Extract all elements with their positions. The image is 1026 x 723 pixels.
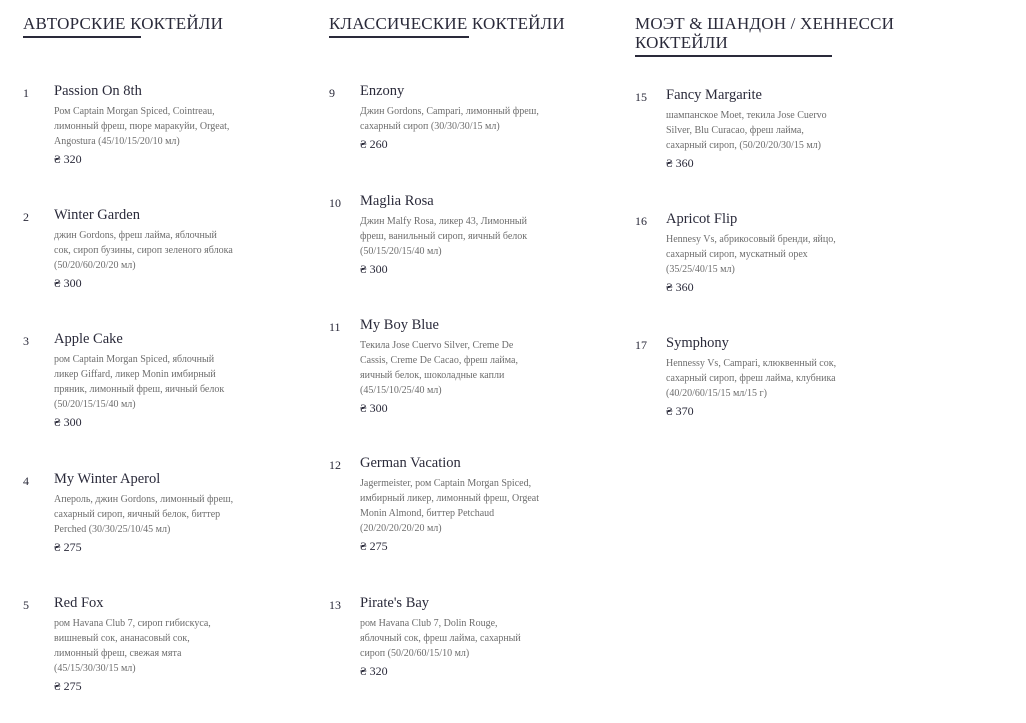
item-description: Текила Jose Cuervo Silver, Creme De Cassis, Creme De Cacao, фреш лайма, яичный белок, шоколадные капли (45/15/10/25/40 мл) (360, 340, 518, 396)
item-name: Fancy Margarite (666, 87, 762, 103)
item-number: 1 (23, 86, 29, 100)
item-price: ₴ 300 (54, 276, 82, 290)
item-name: Apricot Flip (666, 211, 738, 227)
item-number: 10 (329, 196, 341, 210)
item-description: Джин Gordons, Campari, лимонный фреш, сахарный сироп (30/30/30/15 мл) (360, 106, 539, 132)
item-description: Джин Malfy Rosa, ликер 43, Лимонный фреш, ванильный сироп, яичный белок (50/15/20/15/40 мл) (360, 216, 528, 257)
item-name: My Winter Aperol (54, 471, 161, 487)
item-description: ром Havana Club 7, сироп гибискуса, вишневый сок, ананасовый сок, лимонный фреш, свежая мята (45/15/30/30/15 мл) (54, 618, 211, 674)
item-name: Enzony (360, 83, 405, 99)
item-name: Winter Garden (54, 207, 140, 223)
item-name: Red Fox (54, 595, 104, 611)
section-title-underline (329, 36, 469, 38)
item-number: 13 (329, 598, 341, 612)
item-description: Jagermeister, ром Captain Morgan Spiced, имбирный ликер, лимонный фреш, Orgeat Monin Almond, биттер Petchaud (20/20/20/20/20 мл) (360, 478, 540, 534)
item-price: ₴ 300 (360, 262, 388, 276)
section-title: МОЭТ & ШАНДОН / ХЕННЕССИ КОКТЕЙЛИ (635, 14, 895, 52)
item-name: Maglia Rosa (360, 193, 434, 209)
item-description: джин Gordons, фреш лайма, яблочный сок, сироп бузины, сироп зеленого яблока (50/20/60/20/20 мл) (54, 230, 233, 271)
item-description: ром Havana Club 7, Dolin Rouge, яблочный сок, фреш лайма, сахарный сироп (50/20/60/15/10 мл) (360, 618, 521, 659)
item-description: шампанское Moet, текила Jose Cuervo Silver, Blu Curacao, фреш лайма, сахарный сироп, (50/20/20/30/15 мл) (666, 110, 827, 151)
item-number: 17 (635, 338, 647, 352)
item-name: German Vacation (360, 455, 461, 471)
item-name: Symphony (666, 335, 729, 351)
item-number: 2 (23, 210, 29, 224)
item-price: ₴ 320 (54, 152, 82, 166)
item-number: 12 (329, 458, 341, 472)
item-price: ₴ 275 (54, 540, 82, 554)
item-description: Hennessy Vs, Campari, клюквенный сок, сахарный сироп, фреш лайма, клубника (40/20/60/15/15 мл/15 г) (666, 358, 837, 399)
section-title-underline (23, 36, 141, 38)
item-price: ₴ 360 (666, 156, 694, 170)
item-number: 9 (329, 86, 335, 100)
item-name: Pirate's Bay (360, 595, 430, 611)
item-price: ₴ 260 (360, 137, 388, 151)
item-number: 3 (23, 334, 29, 348)
section-title-underline (635, 55, 832, 57)
item-description: Hennesy Vs, абрикосовый бренди, яйцо, сахарный сироп, мускатный орех (35/25/40/15 мл) (666, 234, 836, 275)
item-description: ром Captain Morgan Spiced, яблочный ликер Giffard, ликер Monin имбирный пряник, лимонный фреш, яичный белок (50/20/15/15/40 мл) (54, 354, 225, 410)
item-price: ₴ 300 (54, 415, 82, 429)
item-number: 16 (635, 214, 647, 228)
item-description: Апероль, джин Gordons, лимонный фреш, сахарный сироп, яичный белок, биттер Perched (30/30/25/10/45 мл) (54, 494, 234, 535)
item-price: ₴ 360 (666, 280, 694, 294)
item-number: 11 (329, 320, 341, 334)
item-name: My Boy Blue (360, 317, 439, 333)
item-number: 5 (23, 598, 29, 612)
item-number: 15 (635, 90, 647, 104)
item-price: ₴ 320 (360, 664, 388, 678)
item-price: ₴ 275 (360, 539, 388, 553)
item-number: 4 (23, 474, 29, 488)
section-title: АВТОРСКИЕ КОКТЕЙЛИ (23, 14, 224, 33)
section-title: КЛАССИЧЕСКИЕ КОКТЕЙЛИ (329, 14, 565, 33)
item-name: Passion On 8th (54, 83, 142, 99)
item-price: ₴ 275 (54, 679, 82, 693)
item-description: Ром Captain Morgan Spiced, Cointreau, лимонный фреш, пюре маракуйи, Orgeat, Angostura (45/10/15/20/10 мл) (54, 106, 230, 147)
item-name: Apple Cake (54, 331, 123, 347)
item-price: ₴ 300 (360, 401, 388, 415)
item-price: ₴ 370 (666, 404, 694, 418)
